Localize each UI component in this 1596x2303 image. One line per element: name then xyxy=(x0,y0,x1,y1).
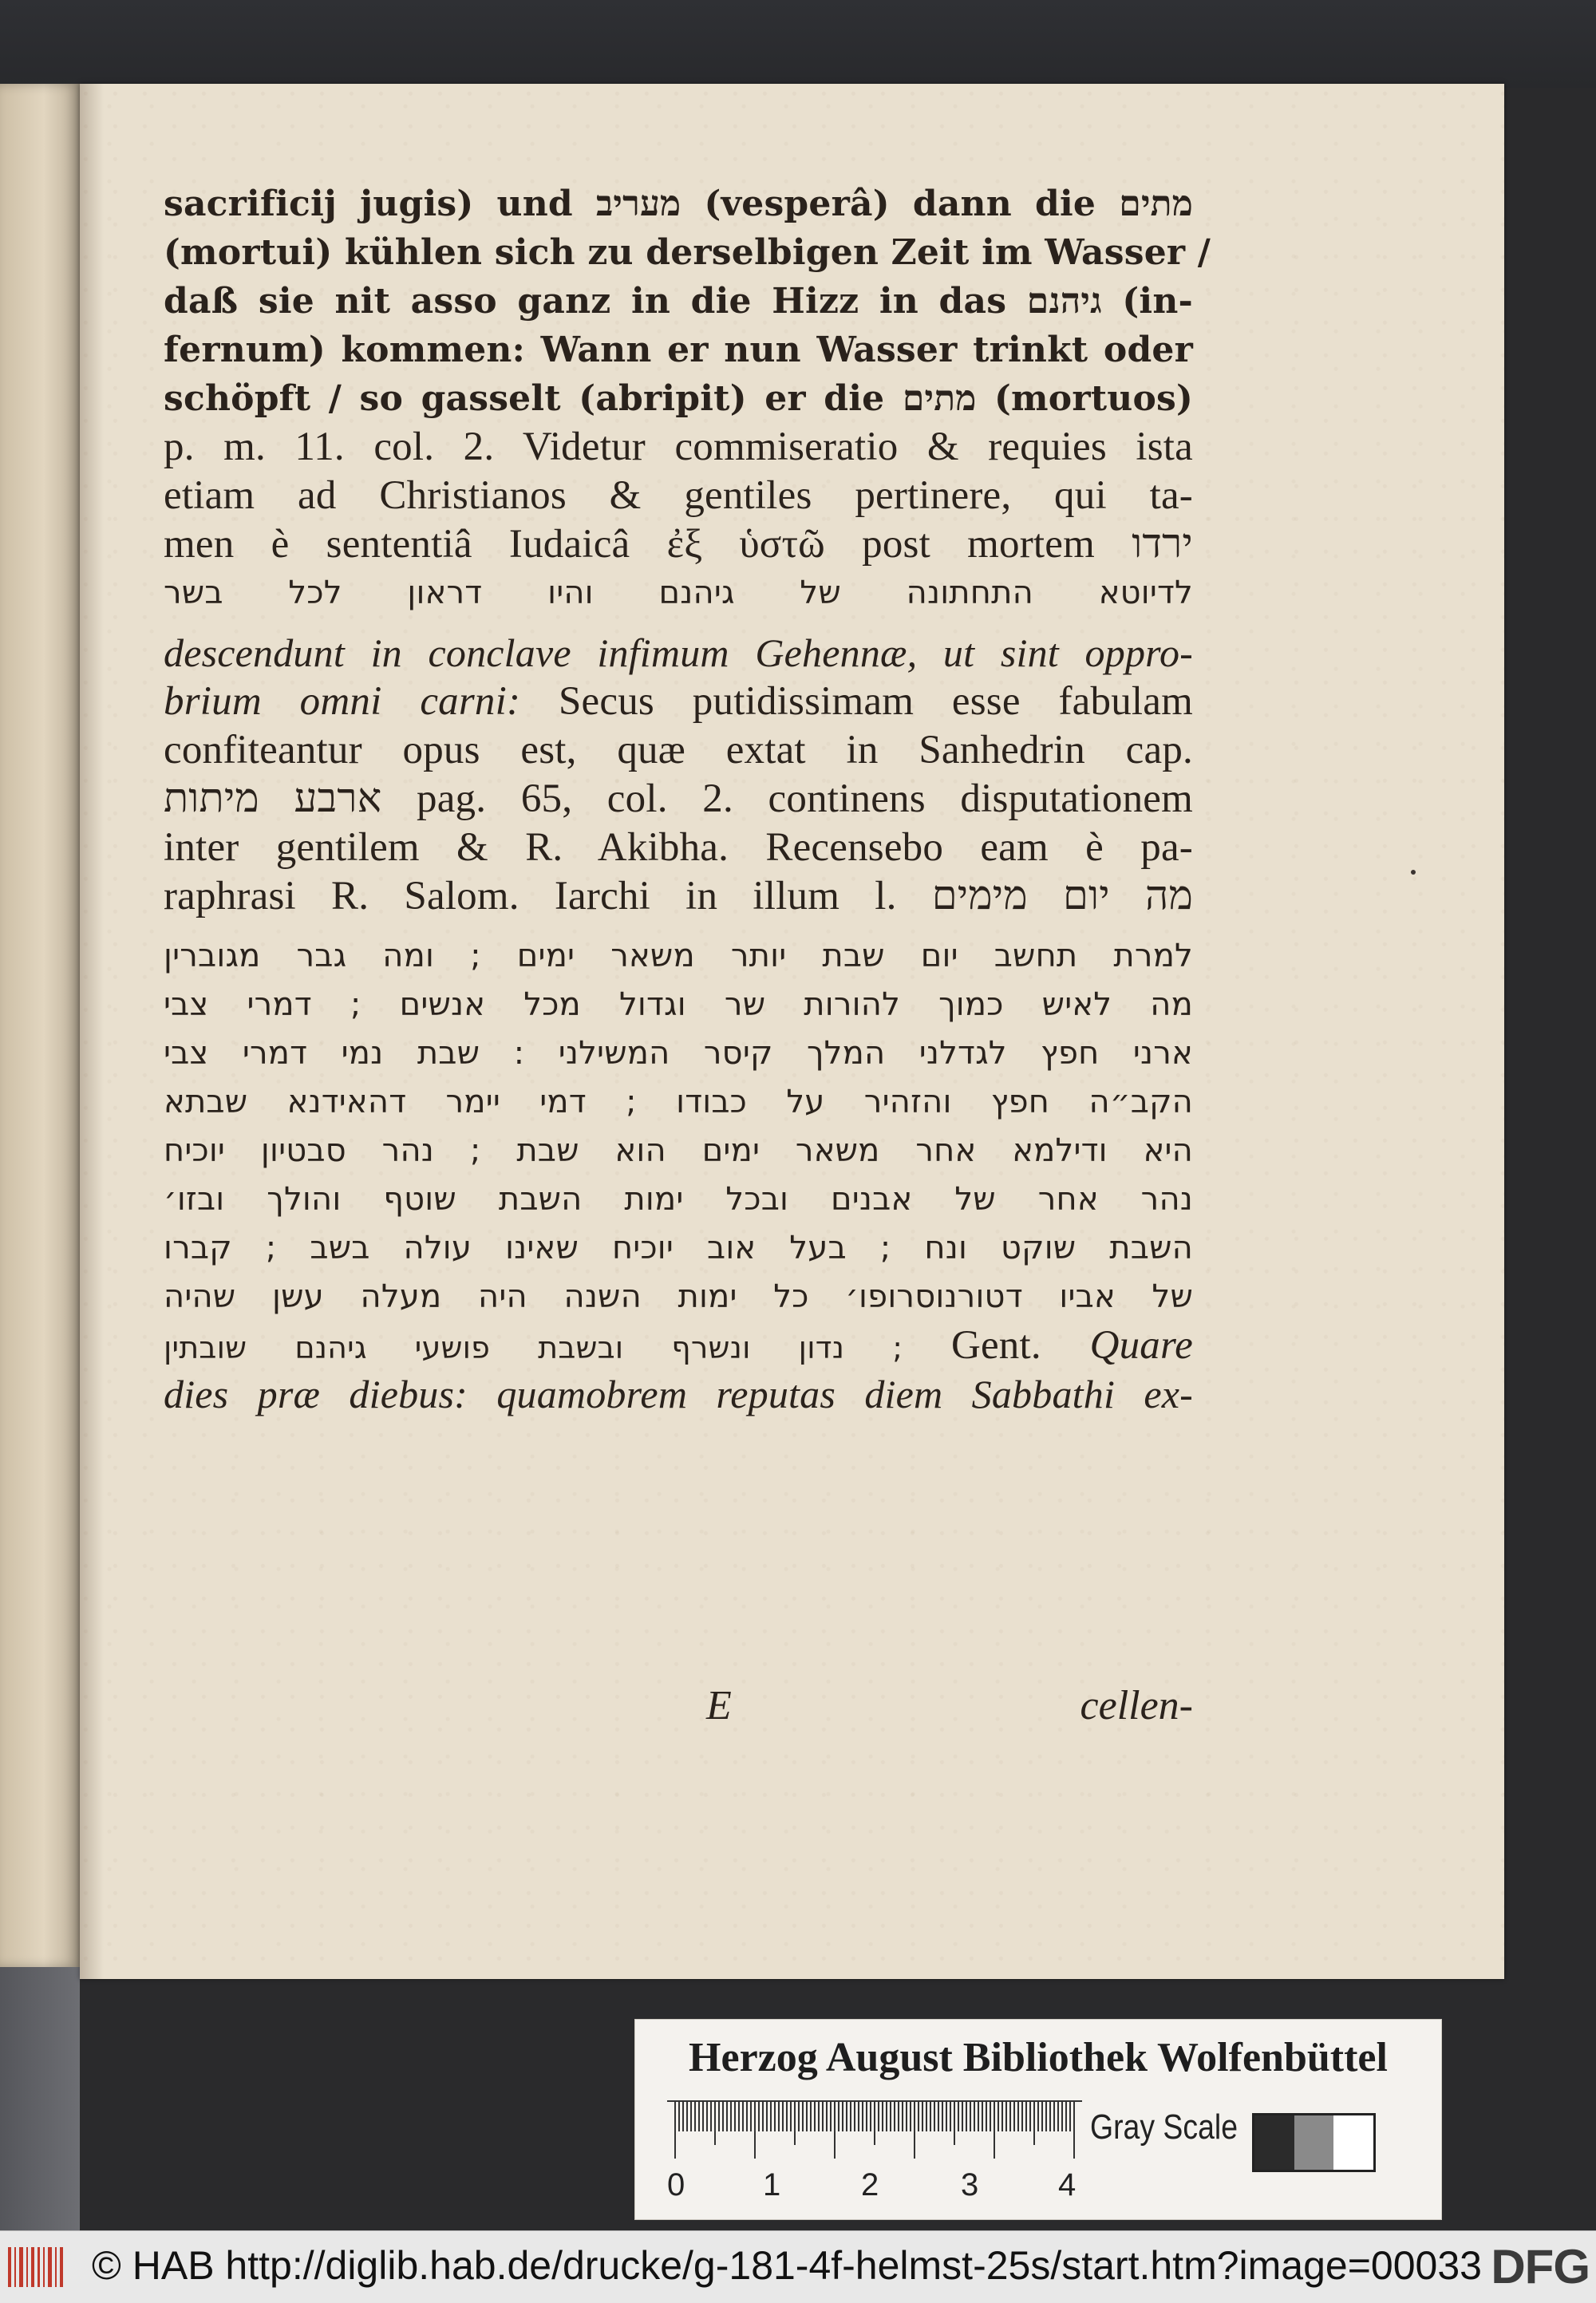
gray-scale-label: Gray Scale xyxy=(1090,2107,1238,2147)
italic-phrase: Quare xyxy=(1041,1323,1193,1368)
text-line: sacrificij jugis) und מעריב (vesperâ) dann die מתים xyxy=(164,184,1193,224)
source-link[interactable]: © HAB http://diglib.hab.de/drucke/g-181-4f-helmst-25s/start.htm?image=00033 xyxy=(92,2243,1482,2288)
hebrew-line: השבת שוקט ונח ; בעל אוב יוכיח שאינו עולה בשב ; קברו xyxy=(164,1230,1193,1266)
text-line: descendunt in conclave infimum Gehennæ, ut sint oppro- xyxy=(164,630,1193,675)
text-line: p. m. 11. col. 2. Videtur commiseratio & requies ista xyxy=(164,425,1193,469)
text-line: inter gentilem & R. Akibha. Recensebo eam è pa- xyxy=(164,825,1193,870)
gray-swatch xyxy=(1294,2115,1334,2170)
hebrew-line: היא ודילמא אחר משאר ימים הוא שבת ; נהר סבטיון יוכיח xyxy=(164,1132,1193,1169)
paper-speck xyxy=(1411,870,1416,875)
text-line xyxy=(164,1321,1193,1370)
hebrew-line: לדיוטא התחתונה של גיהנם והיו דראון לכל בשר xyxy=(164,575,1193,611)
viewer-footer xyxy=(0,2230,1596,2303)
facing-page-edge xyxy=(0,84,80,1967)
text-line: raphrasi R. Salom. Iarchi in illum l. מה יום מימים xyxy=(164,874,1193,918)
hebrew-line: הקב״ה חפץ והזהיר על כבודו ; דמי יימר דהאידנא שבתא xyxy=(164,1084,1193,1120)
signature-mark: E xyxy=(706,1683,732,1728)
text-line: (mortui) kühlen sich zu derselbigen Zeit im Wasser / xyxy=(164,232,1211,273)
gray-swatch xyxy=(1333,2115,1373,2170)
text-line: ארבע מיתות pag. 65, col. 2. continens disputationem xyxy=(164,776,1193,821)
gray-scale-swatches xyxy=(1252,2113,1376,2172)
hebrew-line: למרת תחשב יום שבת יותר משאר ימים ; ומה גבר מגוברין xyxy=(164,938,1193,974)
gray-swatch xyxy=(1254,2115,1294,2170)
color-calibration-card xyxy=(634,2019,1442,2220)
barcode-icon xyxy=(8,2247,64,2287)
page-gutter-shadow xyxy=(80,84,104,1979)
italic-phrase: brium omni carni: xyxy=(164,679,521,724)
hebrew-line: מה לאיש כמוך להורות שר וגדול מכל אנשים ; דמרי צבי xyxy=(164,986,1193,1023)
ruler-number: 2 xyxy=(861,2167,879,2202)
ruler-number: 1 xyxy=(763,2167,781,2202)
text-fragment: Gent. xyxy=(903,1323,1041,1368)
hebrew-line: ארני חפץ לגדלני המלך קיסר המשילני : שבת נמי דמרי צבי xyxy=(164,1035,1193,1072)
scanner-backdrop xyxy=(0,0,1596,88)
page-footer-marks xyxy=(164,1682,1193,1738)
text-line: dies præ diebus: quamobrem reputas diem Sabbathi ex- xyxy=(164,1372,1193,1416)
text-line xyxy=(164,677,1193,726)
catchword: cellen- xyxy=(1080,1683,1193,1728)
ruler-number: 3 xyxy=(961,2167,979,2202)
text-line: confiteantur opus est, quæ extat in Sanhedrin cap. xyxy=(164,728,1193,772)
ruler-number: 0 xyxy=(667,2167,685,2202)
text-fragment: Secus putidissimam esse fabulam xyxy=(520,679,1193,724)
text-line: etiam ad Christianos & gentiles pertinere, qui ta- xyxy=(164,473,1193,518)
text-line: men è sententiâ Iudaicâ ἐξ ὑστῶ post mortem ירדו xyxy=(164,522,1193,567)
text-line: daß sie nit asso ganz in die Hizz in das גיהנם (in- xyxy=(164,281,1193,322)
library-name: Herzog August Bibliothek Wolfenbüttel xyxy=(689,2035,1388,2080)
dfg-logo: DFG xyxy=(1491,2240,1590,2293)
hebrew-line: של אביו דטורנוסרופו׳ כל ימות השנה היה מעלה עשן שהיה xyxy=(164,1278,1193,1315)
hebrew-fragment: נדון ונשרף ובשבת פושעי גיהנם שובתין ; xyxy=(164,1330,903,1365)
ruler-scale xyxy=(667,2100,1082,2203)
scanner-backdrop-left xyxy=(0,1967,80,2230)
page-text-block xyxy=(164,180,1211,1419)
hebrew-line: נהר אחר של אבנים ובכל ימות השבת שוטף והולך ובזו׳ xyxy=(164,1181,1193,1218)
text-line: schöpft / so gasselt (abripit) er die מתים (mortuos) xyxy=(164,378,1193,419)
ruler-number: 4 xyxy=(1058,2167,1077,2202)
text-line: fernum) kommen: Wann er nun Wasser trinkt oder xyxy=(164,330,1193,370)
